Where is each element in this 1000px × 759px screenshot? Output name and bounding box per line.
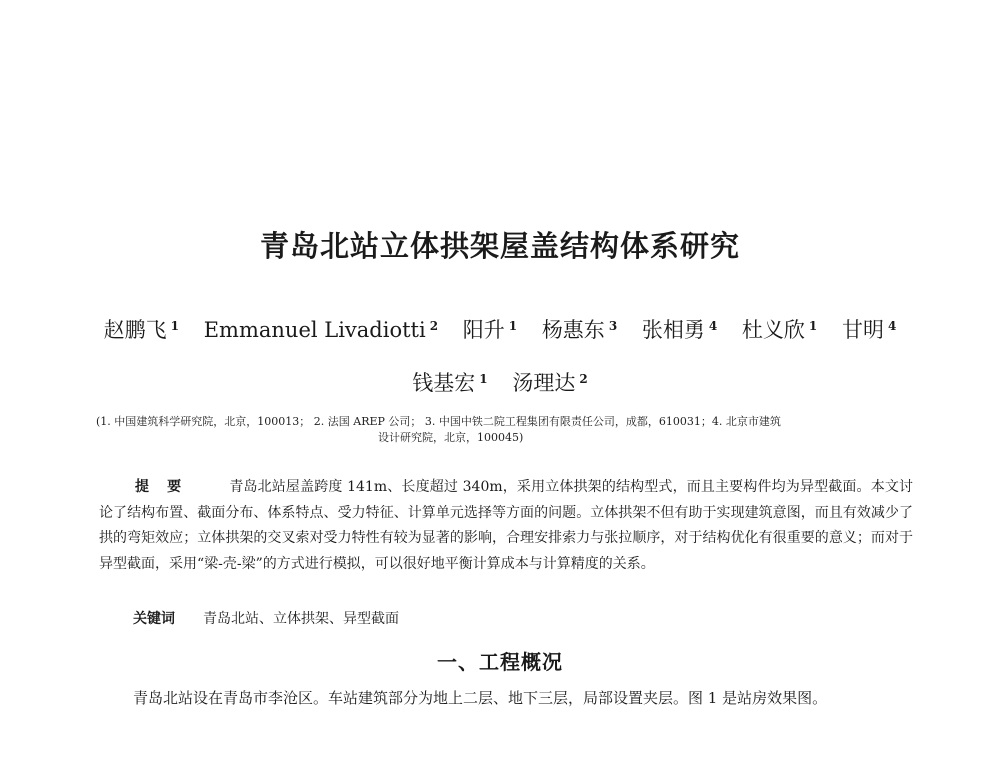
author-3 — [463, 315, 517, 345]
author-name: 阳升 — [462, 318, 505, 342]
author-1 — [104, 315, 179, 345]
author-name: 钱基宏 — [412, 371, 476, 395]
author-affiliation-mark: 2 — [429, 319, 439, 333]
author-affiliation-mark: 1 — [808, 319, 818, 333]
abstract-text: 青岛北站屋盖跨度 141m、长度超过 340m，采用立体拱架的结构型式，而且主要构件均为异型截面。本文讨论了结构布置、截面分布、体系特点、受力特征、计算单元选择等方面的问题。立体拱架不但有助于实现建筑意图，而且有效减少了拱的弯矩效应；立体拱架的交叉索对受力特性有较为显著的影响，合理安排索力与张拉顺序，对于结构优化有很重要的意义；而对于异型截面，采用“梁-壳-梁”的方式进行模拟，可以很好地平衡计算成本与计算精度的关系。 — [99, 479, 913, 572]
author-name: Emmanuel Livadiotti — [203, 318, 426, 342]
paper-title: 青岛北站立体拱架屋盖结构体系研究 — [259, 229, 740, 263]
keywords — [133, 608, 399, 630]
body-paragraph: 青岛北站设在青岛市李沧区。车站建筑部分为地上二层、地下三层，局部设置夹层。图 1 是站房效果图。 — [133, 689, 828, 707]
author-affiliation-mark: 1 — [170, 319, 180, 333]
author-name: 甘明 — [841, 318, 884, 342]
author-name: 杜义欣 — [741, 318, 805, 342]
author-9 — [512, 368, 587, 398]
abstract — [99, 475, 913, 577]
author-name: 汤理达 — [512, 371, 576, 395]
author-5 — [642, 315, 717, 345]
affiliations-line-2: 设计研究院，北京，100045) — [378, 431, 524, 444]
keywords-text: 青岛北站、立体拱架、异型截面 — [203, 611, 399, 627]
keywords-label: 关键词 — [133, 611, 175, 627]
author-affiliation-mark: 4 — [887, 319, 897, 333]
author-affiliation-mark: 3 — [608, 319, 618, 333]
author-name: 张相勇 — [641, 318, 705, 342]
author-affiliation-mark: 4 — [708, 319, 718, 333]
author-affiliation-mark: 2 — [579, 372, 588, 386]
author-affiliation-mark: 1 — [479, 372, 488, 386]
author-affiliation-mark: 1 — [508, 319, 518, 333]
author-4 — [542, 315, 617, 345]
author-list-row-2 — [0, 368, 1000, 398]
affiliations-line-1: (1. 中国建筑科学研究院，北京，100013； 2. 法国 AREP 公司； 3. 中国中铁二院工程集团有限责任公司，成都，610031；4. 北京市建筑 — [96, 415, 781, 428]
author-name: 赵鹏飞 — [103, 318, 167, 342]
abstract-label: 提要 — [135, 479, 200, 495]
author-6 — [742, 315, 817, 345]
author-8 — [412, 368, 487, 398]
section-heading: 一、工程概况 — [437, 650, 563, 674]
author-7 — [842, 315, 896, 345]
author-name: 杨惠东 — [541, 318, 605, 342]
author-2 — [204, 315, 438, 345]
author-list-row-1 — [0, 315, 1000, 345]
